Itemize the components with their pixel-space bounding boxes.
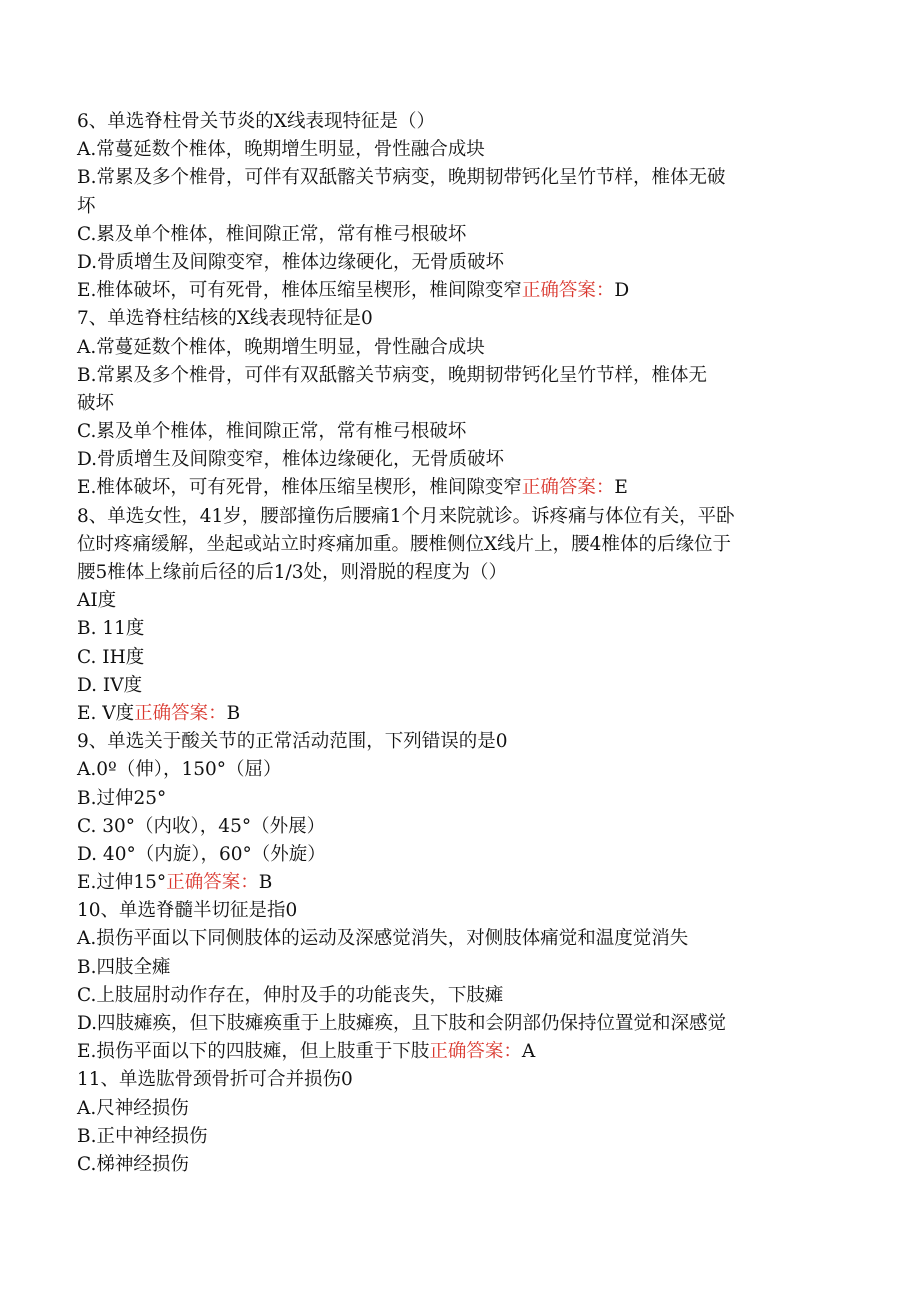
text-line bbox=[77, 982, 857, 1010]
answer-value: B bbox=[258, 872, 273, 894]
text-line bbox=[77, 418, 857, 446]
text-line bbox=[77, 954, 857, 982]
text-line bbox=[77, 841, 857, 869]
line-text: 7、单选脊柱结核的X线表现特征是0 bbox=[77, 308, 373, 330]
line-text: E. V度 bbox=[77, 702, 135, 724]
text-line bbox=[77, 813, 857, 841]
text-line bbox=[77, 615, 857, 643]
text-line bbox=[77, 756, 857, 784]
line-text: B.四肢全瘫 bbox=[77, 956, 171, 978]
line-text: E.损伤平面以下的四肢瘫，但上肢重于下肢 bbox=[77, 1041, 430, 1063]
line-text: A.常蔓延数个椎体，晚期增生明显，骨性融合成块 bbox=[77, 336, 485, 358]
answer-value: E bbox=[614, 477, 628, 499]
text-line bbox=[77, 728, 857, 756]
answer-label: 正确答案： bbox=[429, 1041, 522, 1063]
line-text: D. 40°（内旋），60°（外旋） bbox=[77, 843, 326, 865]
text-line bbox=[77, 334, 857, 362]
line-text: 破坏 bbox=[77, 392, 115, 414]
line-text: C. 30°（内收），45°（外展） bbox=[77, 815, 326, 837]
line-text: 8、单选女性，41岁，腰部撞伤后腰痛1个月来院就诊。诉疼痛与体位有关，平卧 bbox=[77, 505, 735, 527]
line-text: D.骨质增生及间隙变窄，椎体边缘硬化，无骨质破坏 bbox=[77, 251, 505, 273]
document-page bbox=[77, 108, 857, 1179]
text-line bbox=[77, 277, 857, 305]
line-text: 10、单选脊髓半切征是指0 bbox=[77, 900, 298, 922]
text-line bbox=[77, 869, 857, 897]
line-text: 6、单选脊柱骨关节炎的X线表现特征是（） bbox=[77, 111, 435, 132]
text-line bbox=[77, 249, 857, 277]
line-text: D.四肢瘫痪，但下肢瘫痪重于上肢瘫痪，且下肢和会阴部仍保持位置觉和深感觉 bbox=[77, 1013, 727, 1034]
answer-value: A bbox=[521, 1041, 536, 1063]
text-line bbox=[77, 136, 857, 164]
answer-label: 正确答案： bbox=[134, 702, 227, 724]
line-text: B.常累及多个椎骨，可伴有双舐髂关节病变，晚期韧带钙化呈竹节样，椎体无破 bbox=[77, 167, 726, 189]
text-line bbox=[77, 925, 857, 953]
line-text: A.尺神经损伤 bbox=[77, 1097, 189, 1119]
line-text: B.常累及多个椎骨，可伴有双舐髂关节病变，晚期韧带钙化呈竹节样，椎体无 bbox=[77, 364, 707, 386]
line-text: D. IV度 bbox=[77, 674, 143, 696]
line-text: A.常蔓延数个椎体，晚期增生明显，骨性融合成块 bbox=[77, 139, 485, 161]
line-text: 位时疼痛缓解，坐起或站立时疼痛加重。腰椎侧位X线片上，腰4椎体的后缘位于 bbox=[77, 533, 731, 555]
line-text: C.上肢屈肘动作存在，伸肘及手的功能丧失，下肢瘫 bbox=[77, 984, 504, 1006]
line-text: AI度 bbox=[77, 590, 117, 612]
line-text: D.骨质增生及间隙变窄，椎体边缘硬化，无骨质破坏 bbox=[77, 449, 505, 471]
line-text: C.累及单个椎体，椎间隙正常，常有椎弓根破坏 bbox=[77, 421, 467, 443]
answer-label: 正确答案： bbox=[166, 872, 259, 894]
line-text: E.过伸15° bbox=[77, 872, 167, 894]
text-line bbox=[77, 1151, 857, 1179]
text-line bbox=[77, 700, 857, 728]
line-text: 坏 bbox=[77, 195, 96, 217]
text-line bbox=[77, 193, 857, 221]
line-text: A.0º（伸），150°（屈） bbox=[77, 759, 282, 781]
text-line bbox=[77, 1038, 857, 1066]
text-line bbox=[77, 446, 857, 474]
answer-value: B bbox=[226, 702, 241, 724]
line-text: 腰5椎体上缘前后径的后1/3处，则滑脱的程度为（） bbox=[77, 562, 508, 583]
line-text: E.椎体破坏，可有死骨，椎体压缩呈楔形，椎间隙变窄 bbox=[77, 477, 522, 499]
text-line bbox=[77, 785, 857, 813]
answer-label: 正确答案： bbox=[521, 477, 615, 499]
line-text: B.过伸25° bbox=[77, 787, 167, 809]
text-line bbox=[77, 390, 857, 418]
text-line bbox=[77, 897, 857, 925]
text-line bbox=[77, 644, 857, 672]
line-text: B. 11度 bbox=[77, 618, 145, 640]
text-line bbox=[77, 1123, 857, 1151]
text-line bbox=[77, 531, 857, 559]
text-line bbox=[77, 503, 857, 531]
text-line bbox=[77, 559, 857, 587]
line-text: 11、单选肱骨颈骨折可合并损伤0 bbox=[77, 1069, 353, 1091]
text-line bbox=[77, 587, 857, 615]
text-line bbox=[77, 221, 857, 249]
text-line bbox=[77, 1066, 857, 1094]
line-text: E.椎体破坏，可有死骨，椎体压缩呈楔形，椎间隙变窄 bbox=[77, 280, 522, 302]
line-text: C.累及单个椎体，椎间隙正常，常有椎弓根破坏 bbox=[77, 223, 467, 245]
text-line bbox=[77, 108, 857, 136]
text-line bbox=[77, 305, 857, 333]
text-line bbox=[77, 164, 857, 192]
line-text: C.梯神经损伤 bbox=[77, 1153, 189, 1175]
line-text: C. IH度 bbox=[77, 646, 145, 668]
text-line bbox=[77, 474, 857, 502]
text-line bbox=[77, 672, 857, 700]
text-line bbox=[77, 362, 857, 390]
line-text: 9、单选关于酸关节的正常活动范围，下列错误的是0 bbox=[77, 731, 508, 753]
text-line bbox=[77, 1095, 857, 1123]
text-line bbox=[77, 1010, 857, 1038]
answer-value: D bbox=[614, 280, 630, 302]
answer-label: 正确答案： bbox=[521, 280, 615, 302]
line-text: B.正中神经损伤 bbox=[77, 1125, 208, 1147]
line-text: A.损伤平面以下同侧肢体的运动及深感觉消失，对侧肢体痛觉和温度觉消失 bbox=[77, 928, 689, 950]
